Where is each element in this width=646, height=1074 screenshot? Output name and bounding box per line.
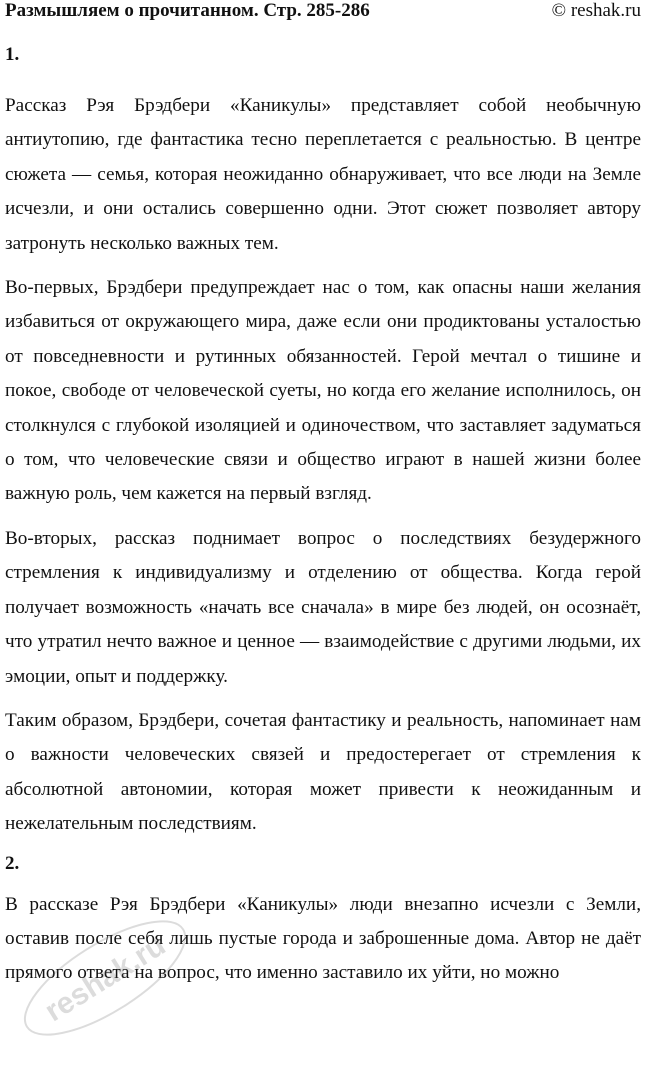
document-content — [5, 43, 641, 1001]
paragraph: Во-первых, Брэдбери предупреждает нас о том, как опасны наши желания избавиться от окружающего мира, даже если они продиктованы усталостью от повседневности и рутинных обязанностей. Герой мечтал о тишине и покое, свободе от человеческой суеты, но когда его желание исполнилось, он столкнулся с глубокой изоляцией и одиночеством, что заставляет задуматься о том, что человеческие связи и общество играют в нашей жизни более важную роль, чем кажется на первый взгляд. — [5, 277, 641, 505]
paragraph: Таким образом, Брэдбери, сочетая фантастику и реальность, напоминает нам о важности человеческих связей и предостерегает от стремления к абсолютной автономии, которая может привести к неожиданным и нежелательным последствиям. — [5, 709, 641, 835]
page-title: Размышляем о прочитанном. Стр. 285-286 — [5, 0, 370, 21]
section-number: 1. — [5, 44, 20, 65]
site-credit: © reshak.ru — [551, 0, 641, 21]
paragraph: В рассказе Рэя Брэдбери «Каникулы» люди внезапно исчезли с Земли, оставив после себя лишь пустые города и заброшенные дома. Автор не даёт прямого ответа на вопрос, что именно заставило их уйти, но можно — [5, 893, 641, 984]
section-2 — [5, 852, 641, 991]
watermark-text: reshak.ru — [39, 928, 172, 1029]
paragraph: Во-вторых, рассказ поднимает вопрос о последствиях безудержного стремления к индивидуализму и отделению от общества. Когда герой получает возможность «начать все сначала» в мире без людей, он осознаёт, что утратил нечто важное и ценное — взаимодействие с другими людьми, их эмоции, опыт и поддержку. — [5, 527, 641, 687]
page-header — [5, 0, 641, 24]
paragraph: Рассказ Рэя Брэдбери «Каникулы» представляет собой необычную антиутопию, где фантастика тесно переплетается с реальностью. В центре сюжета — семья, которая неожиданно обнаруживает, что все люди на Земле исчезли, и они остались совершенно одни. Этот сюжет позволяет автору затронуть несколько важных тем. — [5, 95, 641, 254]
section-number: 2. — [5, 852, 20, 874]
section-1 — [5, 43, 641, 842]
